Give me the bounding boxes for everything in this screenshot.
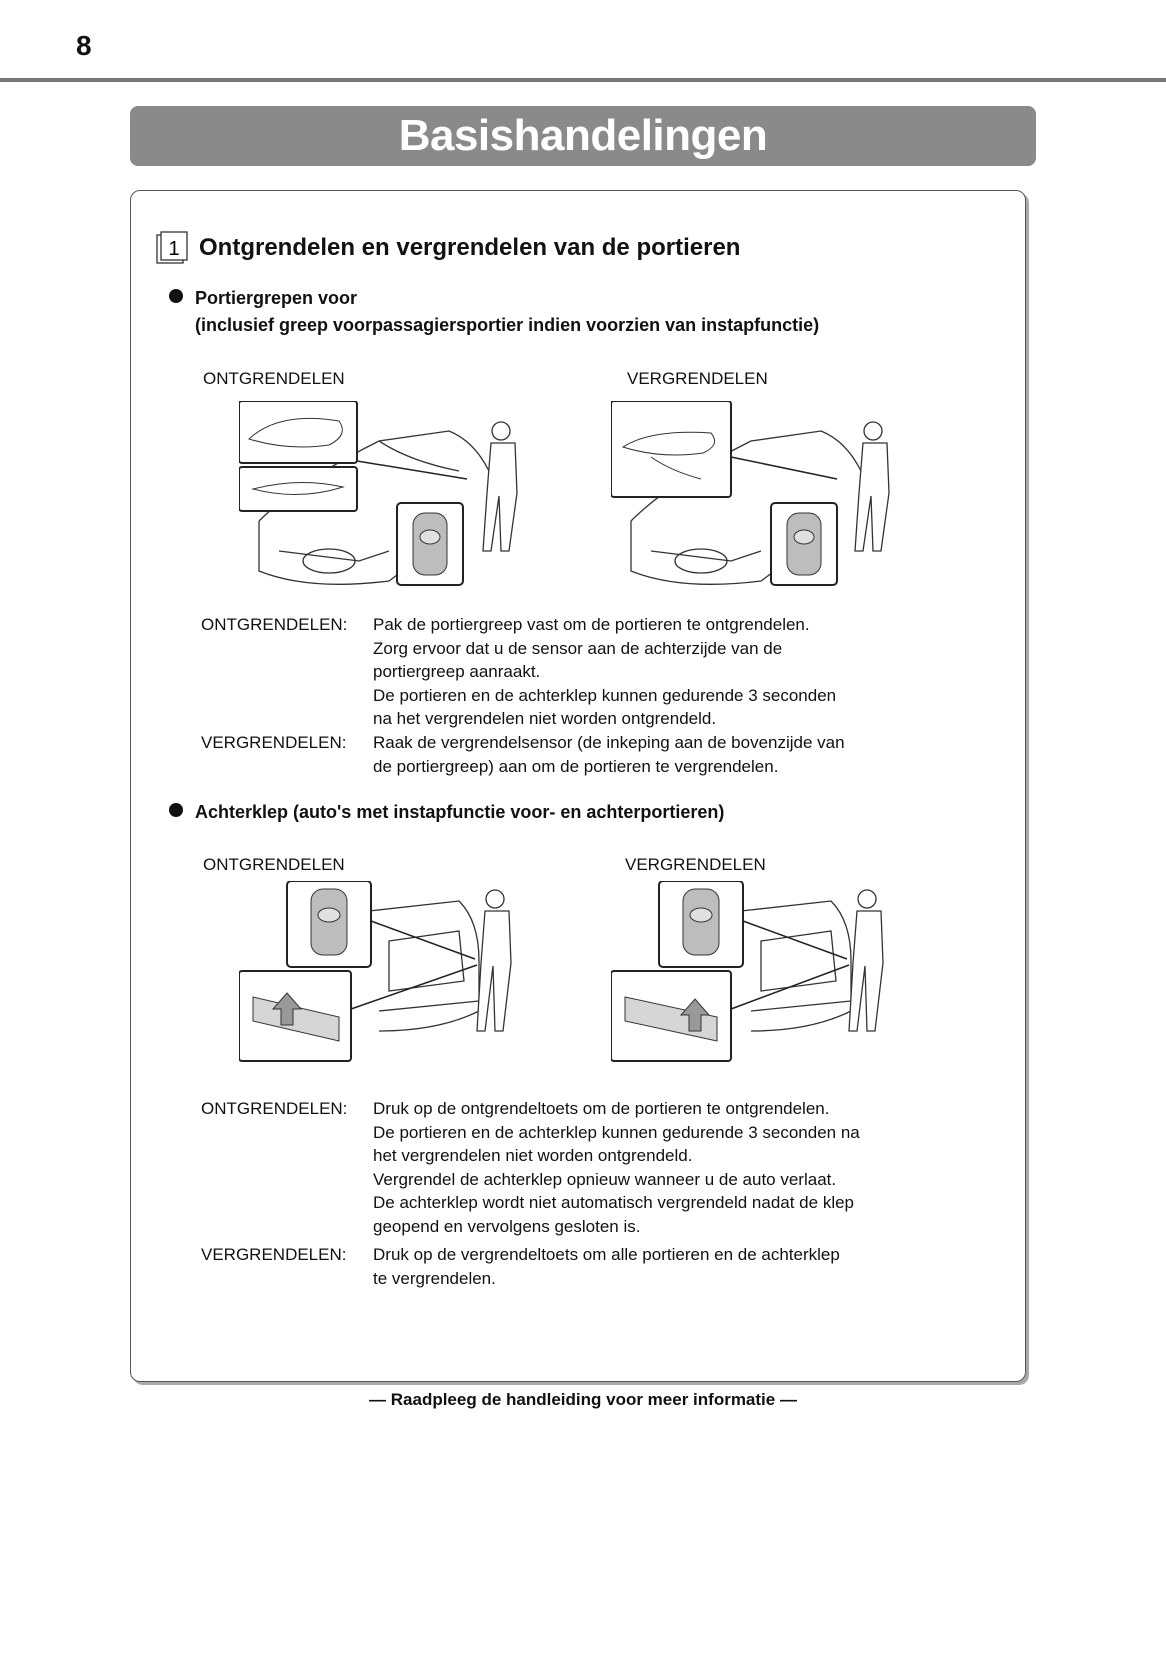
person-icon — [477, 890, 511, 1031]
section-heading — [155, 231, 740, 265]
desc-line: portiergreep aanraakt. — [373, 662, 541, 681]
desc-line: na het vergrendelen niet worden ontgrendeld. — [373, 709, 717, 728]
page-number: 8 — [76, 30, 92, 61]
desc-line: Raak de vergrendelsensor (de inkeping aan de bovenzijde van — [373, 733, 845, 752]
front-lock-illustration — [611, 401, 911, 611]
front-unlock-label: ONTGRENDELEN — [203, 369, 345, 388]
desc-key: VERGRENDELEN: — [201, 733, 347, 752]
desc-key: VERGRENDELEN: — [201, 1245, 347, 1264]
desc-line: Pak de portiergreep vast om de portieren te ontgrendelen. — [373, 615, 810, 634]
page-title: Basishandelingen — [130, 106, 1036, 166]
desc-line: het vergrendelen niet worden ontgrendeld. — [373, 1146, 693, 1165]
desc-line: Vergrendel de achterklep opnieuw wanneer u de auto verlaat. — [373, 1169, 837, 1189]
bullet-dot — [169, 289, 183, 303]
section-number: 1 — [168, 238, 180, 260]
bullet-front-doors — [169, 285, 819, 339]
desc-line: De portieren en de achterklep kunnen gedurende 3 seconden — [373, 685, 837, 705]
tailgate-unlock-description — [201, 1097, 913, 1238]
bullet-tailgate — [169, 799, 724, 826]
tailgate-lock-description — [201, 1243, 913, 1290]
section-title: Ontgrendelen en vergrendelen van de portieren — [199, 234, 741, 261]
desc-key: ONTGRENDELEN: — [201, 615, 348, 634]
front-unlock-illustration — [239, 401, 539, 611]
front-unlock-description — [201, 613, 913, 731]
desc-line: te vergrendelen. — [373, 1268, 496, 1288]
top-rule — [0, 78, 1166, 82]
bullet-subtitle: (inclusief greep voorpassagiersportier indien voorzien van instapfunctie) — [195, 315, 820, 335]
desc-line: Druk op de ontgrendeltoets om de portieren te ontgrendelen. — [373, 1099, 830, 1118]
desc-line: geopend en vervolgens gesloten is. — [373, 1216, 641, 1236]
desc-line: Zorg ervoor dat u de sensor aan de achterzijde van de — [373, 638, 783, 658]
desc-key: ONTGRENDELEN: — [201, 1099, 348, 1118]
desc-line: de portiergreep) aan om de portieren te vergrendelen. — [373, 756, 779, 776]
smart-key-icon — [683, 889, 719, 955]
front-lock-description — [201, 731, 913, 778]
front-lock-label: VERGRENDELEN — [627, 369, 768, 388]
bullet-dot — [169, 803, 183, 817]
tailgate-lock-illustration — [611, 881, 911, 1073]
section-number-icon — [155, 231, 189, 265]
person-icon — [849, 890, 883, 1031]
tailgate-unlock-label: ONTGRENDELEN — [203, 855, 345, 874]
tailgate-unlock-illustration — [239, 881, 539, 1073]
footer-note: — Raadpleeg de handleiding voor meer informatie — — [369, 1390, 797, 1409]
smart-key-icon — [413, 513, 447, 575]
content-panel — [130, 190, 1026, 1382]
smart-key-icon — [311, 889, 347, 955]
bullet-title: Portiergrepen voor — [195, 288, 358, 308]
smart-key-icon — [787, 513, 821, 575]
desc-line: De portieren en de achterklep kunnen gedurende 3 seconden na — [373, 1122, 860, 1142]
tailgate-lock-label: VERGRENDELEN — [625, 855, 766, 874]
person-icon — [855, 422, 889, 551]
bullet-title: Achterklep (auto's met instapfunctie voor- en achterportieren) — [195, 802, 725, 822]
person-icon — [483, 422, 517, 551]
desc-line: Druk op de vergrendeltoets om alle portieren en de achterklep — [373, 1245, 840, 1264]
desc-line: De achterklep wordt niet automatisch vergrendeld nadat de klep — [373, 1193, 855, 1212]
